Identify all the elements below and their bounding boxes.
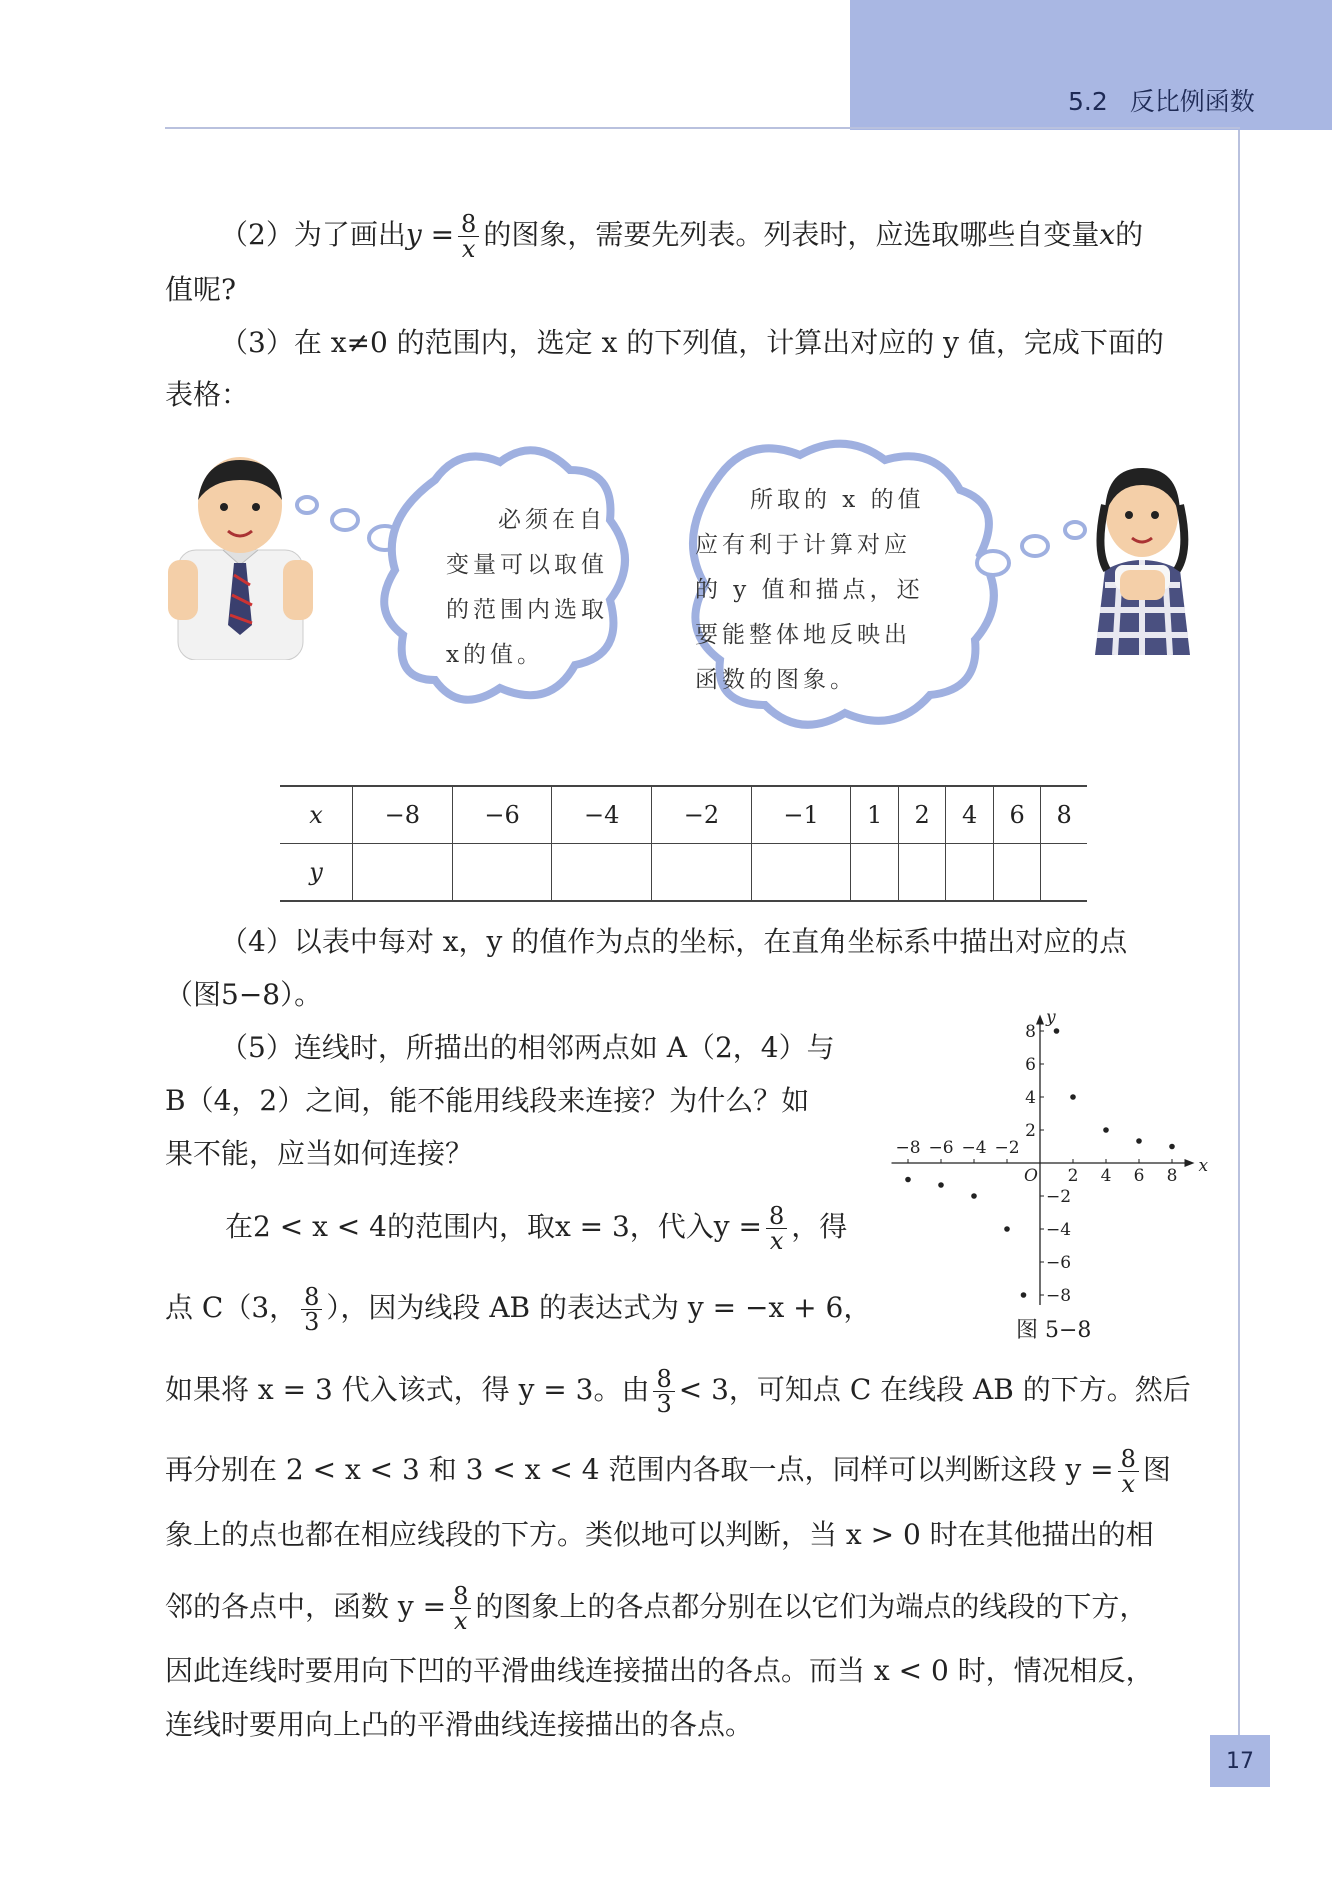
- running-header: [1068, 82, 1255, 118]
- bubble-right-line-3: 的 y 值和描点，还: [695, 577, 924, 603]
- x-value: −4: [552, 786, 652, 844]
- data-point: [1054, 1028, 1060, 1034]
- figure-caption: 图 5−8: [1016, 1318, 1092, 1343]
- para-5-line-1: （5）连线时，所描出的相邻两点如 A（2，4）与: [220, 1031, 835, 1064]
- row-label-x: x: [280, 786, 353, 844]
- x-tick-label: −6: [928, 1138, 954, 1158]
- x-value: −1: [751, 786, 851, 844]
- para-6-line-3: 如果将 x = 3 代入该式，得 y = 3。由 $\frac{8}{3}$ < 3，可知点 C 在线段 AB 的下方。然后: [165, 1365, 1191, 1418]
- para-4-line-1: （4）以表中每对 x，y 的值作为点的坐标，在直角坐标系中描出对应的点: [220, 925, 1128, 958]
- x-value: 4: [946, 786, 993, 844]
- y-cell: [1041, 844, 1087, 902]
- para-6-line-2: 点 C（3， $\frac{8}{3}$ ），因为线段 AB 的表达式为 y = −x + 6，: [165, 1283, 872, 1336]
- header-rule: [165, 127, 1240, 129]
- x-value: 2: [898, 786, 945, 844]
- data-point: [1021, 1292, 1027, 1298]
- y-tick-label: 2: [1025, 1121, 1036, 1141]
- para-5-line-3: 果不能，应当如何连接？: [165, 1137, 474, 1170]
- side-rule: [1238, 130, 1240, 1735]
- y-tick-label: −4: [1046, 1220, 1072, 1240]
- bubble-left-line-2: 变量可以取值: [446, 552, 608, 578]
- data-point: [938, 1182, 944, 1188]
- y-cell: [552, 844, 652, 902]
- section-title: 反比例函数: [1129, 87, 1255, 116]
- y-axis-arrow: [1036, 1015, 1044, 1025]
- y-axis-label: y: [1046, 1007, 1056, 1028]
- data-point: [1004, 1226, 1010, 1232]
- bubble-right-line-1: 所取的 x 的值: [750, 487, 925, 513]
- table-row-x: [280, 786, 1087, 844]
- page-number: 17: [1210, 1735, 1270, 1787]
- data-point: [1070, 1094, 1076, 1100]
- x-tick-label: 2: [1067, 1166, 1079, 1186]
- fraction: $\frac{8}{x}$: [766, 1204, 787, 1253]
- data-point: [1103, 1127, 1109, 1133]
- y-cell: [898, 844, 945, 902]
- x-tick-label: −8: [895, 1138, 921, 1158]
- bubble-right-line-5: 函数的图象。: [695, 667, 857, 693]
- x-tick-label: 8: [1166, 1166, 1178, 1186]
- x-value: −2: [652, 786, 752, 844]
- fraction: $\frac{8}{3}$: [653, 1367, 674, 1416]
- x-tick-label: 6: [1133, 1166, 1145, 1186]
- bubble-right-line-4: 要能整体地反映出: [695, 622, 911, 648]
- data-point: [905, 1177, 911, 1183]
- x-tick-label: 4: [1100, 1166, 1112, 1186]
- y-tick-label: 4: [1025, 1088, 1036, 1108]
- origin-label: O: [1024, 1166, 1038, 1186]
- para-3-line-2: 表格：: [165, 378, 250, 411]
- y-tick-label: 6: [1025, 1055, 1036, 1075]
- para-6-line-7: 因此连线时要用向下凹的平滑曲线连接描出的各点。而当 x < 0 时，情况相反，: [165, 1654, 1154, 1687]
- row-label-y: y: [280, 844, 353, 902]
- bubble-right-line-2: 应有利于计算对应: [695, 532, 911, 558]
- y-tick-label: −2: [1046, 1187, 1072, 1207]
- para-6-line-5: 象上的点也都在相应线段的下方。类似地可以判断，当 x > 0 时在其他描出的相: [165, 1518, 1154, 1551]
- data-point: [1136, 1138, 1142, 1144]
- data-point: [1169, 1144, 1175, 1150]
- para-6-line-4: 再分别在 2 < x < 3 和 3 < x < 4 范围内各取一点，同样可以判断这段 y = $\frac{8}{x}$ 图: [165, 1445, 1171, 1498]
- x-axis-arrow: [1185, 1159, 1195, 1167]
- para-2-line-2: 值呢?: [165, 273, 237, 306]
- y-tick-label: 8: [1025, 1022, 1036, 1042]
- fraction: $\frac{8}{x}$: [458, 212, 479, 261]
- x-tick-label: −4: [961, 1138, 987, 1158]
- fraction: $\frac{8}{x}$: [450, 1584, 471, 1633]
- bubble-left-line-3: 的范围内选取: [446, 597, 608, 623]
- y-tick-label: −6: [1046, 1253, 1072, 1273]
- para-4-line-2: （图5−8）。: [165, 978, 323, 1011]
- para-6-line-8: 连线时要用向上凸的平滑曲线连接描出的各点。: [165, 1708, 754, 1741]
- x-value: −6: [452, 786, 552, 844]
- bubble-left-line-4: x的值。: [446, 642, 544, 668]
- y-cell: [751, 844, 851, 902]
- para-2-line-1: （2）为了画出y = $\frac{8}{x}$ 的图象，需要先列表。列表时，应选取哪些自变量x的: [220, 210, 1144, 263]
- table-row-y: [280, 844, 1087, 902]
- y-cell: [993, 844, 1040, 902]
- y-cell: [652, 844, 752, 902]
- fraction: $\frac{8}{3}$: [301, 1285, 322, 1334]
- fraction: $\frac{8}{x}$: [1118, 1447, 1139, 1496]
- bubble-left-line-1: 必须在自: [498, 507, 606, 533]
- y-cell: [353, 844, 453, 902]
- girl-illustration: [1085, 460, 1200, 675]
- para-5-line-2: B（4，2）之间，能不能用线段来连接？为什么？如: [165, 1084, 810, 1117]
- section-number: 5.2: [1068, 87, 1108, 116]
- x-value: −8: [353, 786, 453, 844]
- para-6-line-1: 在2 < x < 4的范围内，取x = 3，代入y = $\frac{8}{x}$ ，得: [225, 1202, 848, 1255]
- y-tick-label: −8: [1046, 1286, 1072, 1305]
- figure-5-8-scatter: [880, 985, 1210, 1305]
- x-value: 6: [993, 786, 1040, 844]
- para-3-line-1: （3）在 x≠0 的范围内，选定 x 的下列值，计算出对应的 y 值，完成下面的: [220, 326, 1164, 359]
- y-cell: [452, 844, 552, 902]
- x-tick-label: −2: [994, 1138, 1020, 1158]
- x-value: 1: [851, 786, 898, 844]
- x-axis-label: x: [1198, 1156, 1209, 1176]
- value-table: [280, 785, 1087, 902]
- para-6-line-6: 邻的各点中，函数 y = $\frac{8}{x}$ 的图象上的各点都分别在以它们为端点的线段的下方，: [165, 1582, 1148, 1635]
- y-cell: [946, 844, 993, 902]
- x-value: 8: [1041, 786, 1087, 844]
- data-point: [971, 1193, 977, 1199]
- y-cell: [851, 844, 898, 902]
